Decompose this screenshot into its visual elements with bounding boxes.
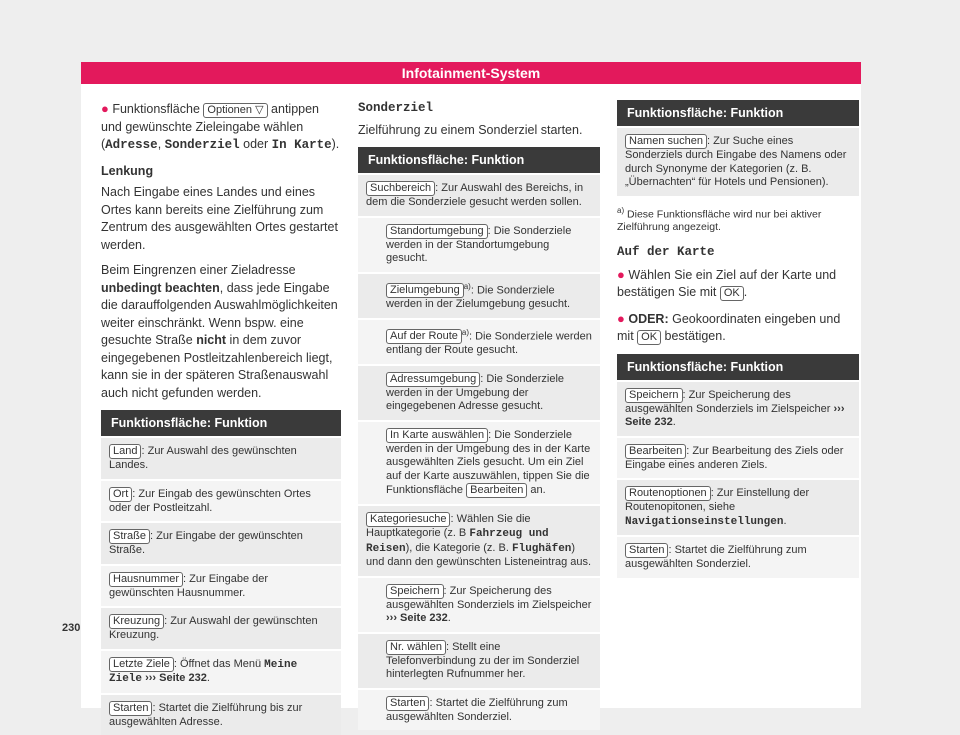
chapter-title: Infotainment-System	[402, 65, 540, 81]
column-1	[101, 100, 341, 735]
table-row: Kategoriesuche : Wählen Sie die Hauptkategorie (z. B Fahrzeug und Reisen), die Kategorie (z. B. Flughäfen) und dann den gewünschten Listeneintrag aus.	[358, 506, 600, 576]
subheading-lenkung: Lenkung	[101, 163, 341, 181]
heading-sonderziel: Sonderziel	[358, 100, 600, 118]
paragraph: Beim Eingrenzen einer Zieladresse unbedingt beachten, dass jede Eingabe die darauffolgenden Auswahlmöglichkeiten weiter einschränkt. Wenn bspw. eine gesuchte Straße nicht in dem zuvor eingegebenen Postleitzahlenbereich liegt, kann sie in der späteren Straßenauswahl auch nicht gefunden werden.	[101, 262, 341, 402]
table-row: Hausnummer : Zur Eingabe der gewünschten Hausnummer.	[101, 566, 341, 607]
function-table	[617, 354, 859, 578]
table-row: Adressumgebung : Die Sonderziele werden in der Umgebung der eingegebenen Adresse gesucht.	[358, 366, 600, 420]
bullet-dot-icon: ●	[617, 267, 625, 282]
bullet-dot-icon: ●	[101, 101, 109, 116]
table-row: Land : Zur Auswahl des gewünschten Landes.	[101, 438, 341, 479]
bullet-options: ● Funktionsfläche Optionen ▽ antippen und gewünschte Zieleingabe wählen (Adresse, Sonderziel oder In Karte).	[101, 100, 341, 155]
table-row: Starten : Startet die Zielführung zum ausgewählten Sonderziel.	[617, 537, 859, 578]
table-header: Funktionsfläche: Funktion	[617, 354, 859, 380]
table-row: Straße : Zur Eingabe der gewünschten Straße.	[101, 523, 341, 564]
bullet-map-select: ● Wählen Sie ein Ziel auf der Karte und bestätigen Sie mit OK .	[617, 266, 859, 302]
bullet-geocoordinates: ● ODER: Geokoordinaten eingeben und mit OK bestätigen.	[617, 310, 859, 346]
table-header: Funktionsfläche: Funktion	[358, 147, 600, 173]
table-row: Letzte Ziele : Öffnet das Menü Meine Ziele ››› Seite 232.	[101, 651, 341, 693]
heading-auf-der-karte: Auf der Karte	[617, 244, 859, 262]
function-table	[358, 147, 600, 730]
table-row: Bearbeiten : Zur Bearbeitung des Ziels oder Eingabe eines anderen Ziels.	[617, 438, 859, 479]
column-3	[617, 100, 859, 578]
table-row: Starten : Startet die Zielführung bis zur ausgewählten Adresse.	[101, 695, 341, 735]
table-row: Speichern : Zur Speicherung des ausgewählten Sonderziels im Zielspeicher ››› Seite 232.	[617, 382, 859, 436]
table-row: Starten : Startet die Zielführung zum ausgewählten Sonderziel.	[358, 690, 600, 731]
table-row: Kreuzung : Zur Auswahl der gewünschten Kreuzung.	[101, 608, 341, 649]
table-row: In Karte auswählen : Die Sonderziele werden in der Umgebung des in der Karte ausgewählten Ziels gesucht. Um ein Ziel auf der Karte auszuwählen, tippen Sie die Funktionsfläche Bearbeiten an.	[358, 422, 600, 505]
table-row: Ort : Zur Eingab des gewünschten Ortes oder der Postleitzahl.	[101, 481, 341, 522]
paragraph: Nach Eingabe eines Landes und eines Ortes kann bereits eine Zielführung zum Zentrum des ausgewählten Ortes gestartet werden.	[101, 184, 341, 254]
bullet-dot-icon: ●	[617, 311, 625, 326]
options-button-label: Optionen ▽	[203, 103, 267, 118]
table-row: Zielumgebung $^{a)}$: Die Sonderziele werden in der Zielumgebung gesucht.	[358, 274, 600, 318]
column-2	[358, 100, 600, 730]
paragraph: Zielführung zu einem Sonderziel starten.	[358, 122, 600, 140]
page-number: 230	[62, 622, 80, 634]
table-row: Namen suchen : Zur Suche eines Sonderziels durch Eingabe des Namens oder durch Synonyme der Kategorien (z. B. „Übernachten“ für Hotels und Pensionen).	[617, 128, 859, 196]
table-row: Nr. wählen : Stellt eine Telefonverbindung zu der im Sonderziel hinterlegten Rufnummer her.	[358, 634, 600, 688]
footnote: $^{a)}$ Diese Funktionsfläche wird nur bei aktiver Zielführung angezeigt.	[617, 204, 859, 235]
function-table	[617, 100, 859, 196]
table-row: Speichern : Zur Speicherung des ausgewählten Sonderziels im Zielspeicher ››› Seite 232.	[358, 578, 600, 632]
table-header: Funktionsfläche: Funktion	[617, 100, 859, 126]
table-row: Standortumgebung : Die Sonderziele werden in der Standortumgebung gesucht.	[358, 218, 600, 272]
table-header: Funktionsfläche: Funktion	[101, 410, 341, 436]
table-row: Routenoptionen : Zur Einstellung der Routenopitonen, siehe Navigationseinstellungen.	[617, 480, 859, 535]
function-table	[101, 410, 341, 735]
chapter-header	[81, 62, 861, 84]
table-row: Suchbereich : Zur Auswahl des Bereichs, in dem die Sonderziele gesucht werden sollen.	[358, 175, 600, 216]
table-row: Auf der Route $^{a)}$: Die Sonderziele werden entlang der Route gesucht.	[358, 320, 600, 364]
